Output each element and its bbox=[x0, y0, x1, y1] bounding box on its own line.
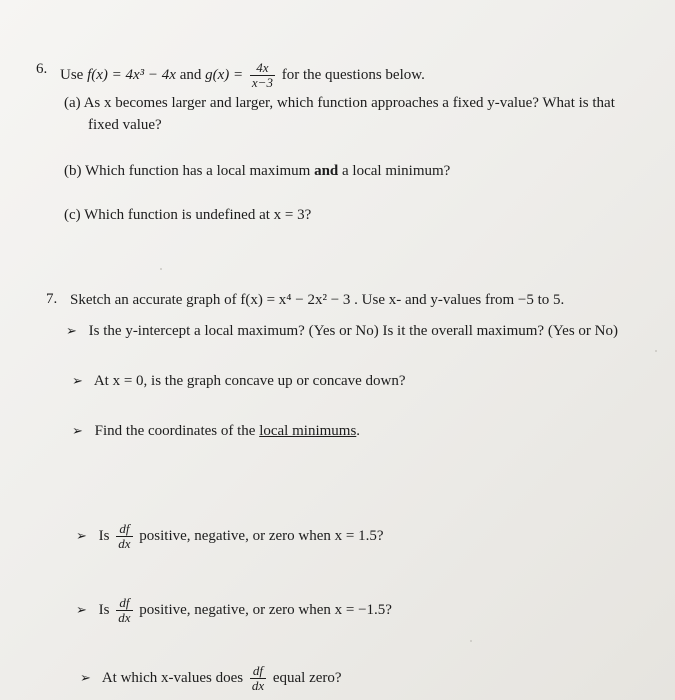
q7-bullet-3-pre: Find the coordinates of the bbox=[94, 423, 256, 439]
dx-denominator: dx bbox=[118, 536, 131, 551]
arrow-bullet-icon: ➢ bbox=[72, 373, 83, 388]
df-dx-fraction bbox=[116, 596, 132, 625]
arrow-bullet-icon: ➢ bbox=[76, 527, 87, 543]
df-numerator: df bbox=[116, 522, 132, 537]
q6-g-denominator: x−3 bbox=[251, 75, 273, 90]
q6-number: 6. bbox=[36, 61, 48, 77]
paper-speck bbox=[160, 268, 162, 270]
arrow-bullet-icon: ➢ bbox=[80, 669, 91, 685]
df-dx-fraction bbox=[250, 664, 266, 693]
arrow-bullet-icon: ➢ bbox=[66, 323, 77, 338]
q7-bullet-5-is: Is bbox=[98, 601, 110, 618]
q6-f-def: f(x) = 4x³ − 4x bbox=[87, 66, 176, 83]
q6-intro-tail: for the questions below. bbox=[281, 66, 425, 83]
q7-bullet-2-text: At x = 0, is the graph concave up or concave down? bbox=[93, 373, 406, 389]
dx-denominator: dx bbox=[251, 678, 265, 693]
q7-bullet-2 bbox=[72, 372, 406, 390]
q7-bullet-1-text: Is the y-intercept a local maximum? (Yes or No) Is it the overall maximum? (Yes or No) bbox=[88, 323, 618, 339]
q7-bullet-4 bbox=[76, 522, 384, 551]
q6c: (c) Which function is undefined at x = 3? bbox=[64, 207, 312, 223]
df-numerator: df bbox=[250, 664, 266, 679]
q6a-line2: fixed value? bbox=[88, 117, 162, 133]
arrow-bullet-icon: ➢ bbox=[72, 423, 83, 438]
dx-denominator: dx bbox=[118, 610, 131, 625]
q6-intro bbox=[60, 61, 425, 90]
q6b-bold: and bbox=[314, 163, 339, 179]
df-numerator: df bbox=[116, 596, 132, 611]
paper-speck bbox=[470, 640, 472, 642]
q7-bullet-6-pre: At which x-values does bbox=[101, 669, 244, 686]
q7-bullet-3 bbox=[72, 422, 360, 440]
q6-g-lhs: g(x) = bbox=[205, 66, 244, 83]
q6b bbox=[64, 162, 450, 180]
q7-number: 7. bbox=[46, 291, 58, 307]
df-dx-fraction bbox=[116, 522, 132, 551]
q6-g-fraction bbox=[250, 61, 275, 90]
q6b-pre: (b) Which function has a local maximum bbox=[64, 163, 311, 179]
q6-use: Use bbox=[60, 66, 84, 83]
q7-bullet-3-underlined: local minimums bbox=[259, 423, 357, 439]
q6-and: and bbox=[179, 66, 202, 83]
q7-bullet-4-text: positive, negative, or zero when x = 1.5? bbox=[139, 527, 384, 544]
q7-bullet-3-post: . bbox=[356, 423, 361, 439]
arrow-bullet-icon: ➢ bbox=[76, 601, 87, 617]
q7-bullet-4-is: Is bbox=[98, 527, 110, 544]
q7-bullet-6-text: equal zero? bbox=[272, 669, 342, 686]
q7-intro: Sketch an accurate graph of f(x) = x⁴ − 2x² − 3 . Use x- and y-values from −5 to 5. bbox=[70, 292, 565, 308]
q6b-post: a local minimum? bbox=[342, 163, 451, 179]
paper-speck bbox=[655, 350, 657, 352]
q7-bullet-6 bbox=[80, 664, 342, 693]
q7-bullet-5 bbox=[76, 596, 392, 625]
q7-bullet-1 bbox=[66, 322, 618, 340]
q7-bullet-5-text: positive, negative, or zero when x = −1.5? bbox=[139, 601, 392, 618]
q6a-line1: (a) As x becomes larger and larger, which function approaches a fixed y-value? What is that bbox=[64, 95, 615, 111]
q6-g-numerator: 4x bbox=[250, 61, 275, 76]
